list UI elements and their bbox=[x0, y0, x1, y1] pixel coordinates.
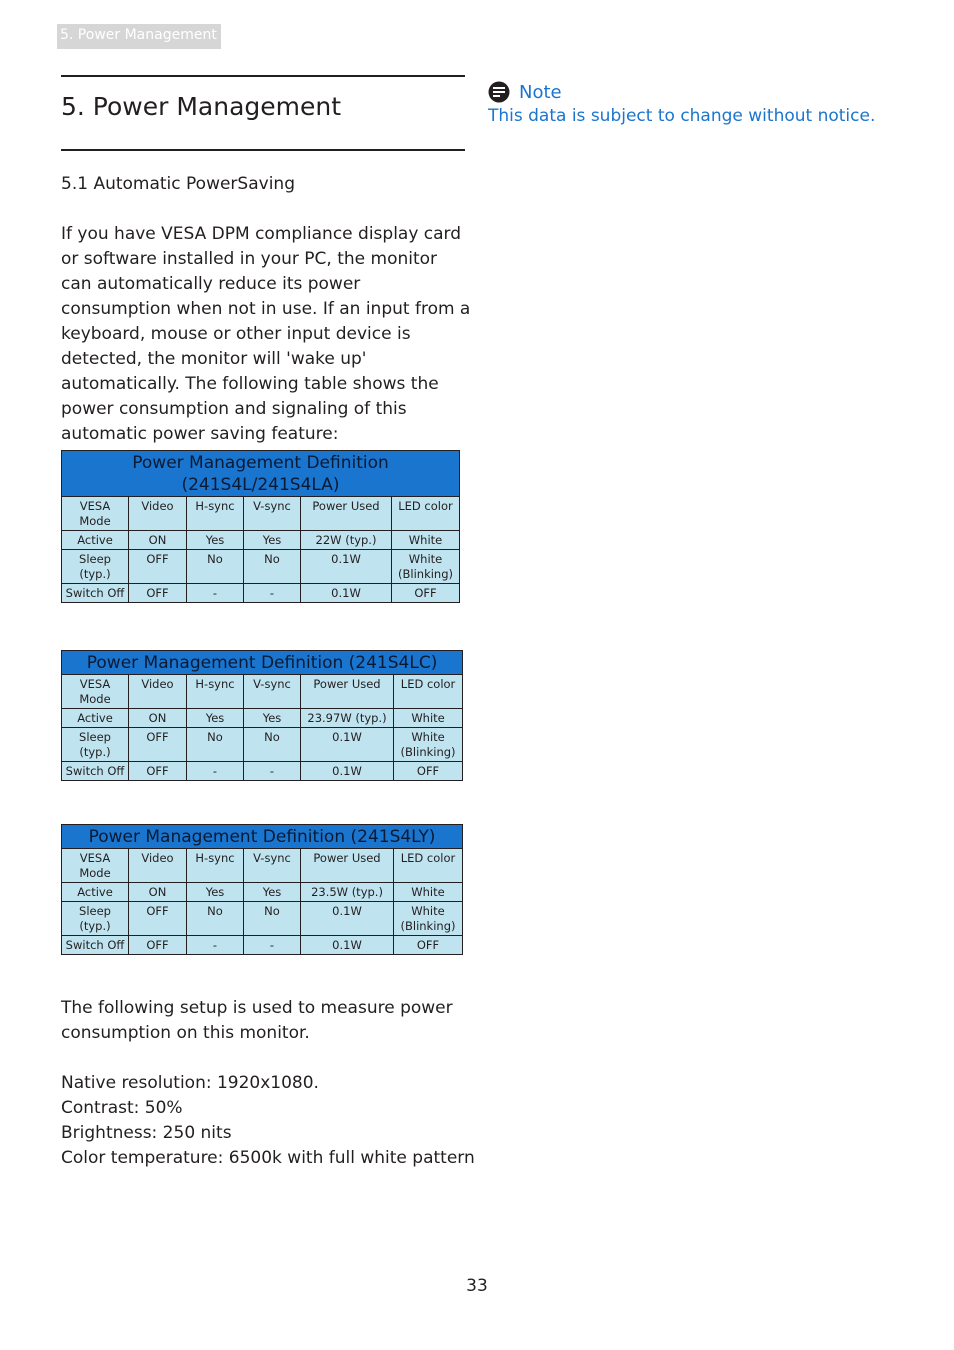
intro-paragraph: If you have VESA DPM compliance display card or software installed in your PC, the monitor can automatically reduce its power consumption when not in use. If an input from a keyboard, mouse or other input device is detected, the monitor will 'wake up' automatically. The following table shows the power consumption and signaling of this automatic power saving feature: bbox=[61, 224, 471, 444]
table-cell: 0.1W bbox=[301, 902, 394, 936]
power-table-241s4lc bbox=[61, 650, 463, 781]
spacer bbox=[61, 1046, 481, 1071]
table-cell: 22W (typ.) bbox=[301, 531, 392, 550]
note-icon bbox=[488, 81, 510, 103]
table-row bbox=[62, 936, 463, 955]
table-cell: Yes bbox=[244, 531, 301, 550]
table-cell: ON bbox=[129, 531, 187, 550]
table-cell: 23.97W (typ.) bbox=[301, 709, 394, 728]
measurement-setup bbox=[61, 996, 481, 1171]
table-cell: OFF bbox=[129, 550, 187, 584]
header-tab-label: 5. Power Management bbox=[57, 24, 221, 49]
table-cell: OFF bbox=[394, 762, 463, 781]
table-header-cell: VESA Mode bbox=[62, 675, 129, 709]
table-cell: 0.1W bbox=[301, 762, 394, 781]
table-row bbox=[62, 709, 463, 728]
table-row bbox=[62, 728, 463, 762]
table-cell: OFF bbox=[129, 902, 187, 936]
table-row bbox=[62, 902, 463, 936]
table-cell: No bbox=[244, 902, 301, 936]
table-cell: No bbox=[187, 902, 244, 936]
table-header-cell: Video bbox=[129, 675, 187, 709]
table-cell: White bbox=[392, 531, 460, 550]
table-header-cell: H-sync bbox=[187, 497, 244, 531]
table-header-row bbox=[62, 675, 463, 709]
table-header-row bbox=[62, 497, 460, 531]
table-title: Power Management Definition (241S4L/241S4LA) bbox=[62, 451, 460, 497]
setup-intro: The following setup is used to measure power consumption on this monitor. bbox=[61, 998, 453, 1043]
table-header-cell: LED color bbox=[392, 497, 460, 531]
table-title: Power Management Definition (241S4LY) bbox=[62, 825, 463, 849]
table-header-cell: V-sync bbox=[244, 675, 301, 709]
power-table-241s4ly bbox=[61, 824, 463, 955]
table-cell: Active bbox=[62, 883, 129, 902]
table-cell: Yes bbox=[244, 883, 301, 902]
table-cell: Switch Off bbox=[62, 762, 129, 781]
table-title: Power Management Definition (241S4LC) bbox=[62, 651, 463, 675]
table-header-cell: H-sync bbox=[187, 675, 244, 709]
section-title: 5.1 Automatic PowerSaving bbox=[61, 174, 295, 194]
table-cell: OFF bbox=[129, 584, 187, 603]
page-number: 33 bbox=[466, 1276, 488, 1296]
table-header-cell: H-sync bbox=[187, 849, 244, 883]
table-cell: - bbox=[244, 584, 301, 603]
table-row bbox=[62, 531, 460, 550]
table-cell: OFF bbox=[129, 762, 187, 781]
table-cell: White (Blinking) bbox=[394, 728, 463, 762]
table-cell: Sleep (typ.) bbox=[62, 728, 129, 762]
bottom-rule bbox=[61, 149, 465, 151]
table-cell: - bbox=[187, 584, 244, 603]
setup-item: Native resolution: 1920x1080. bbox=[61, 1073, 319, 1093]
table-cell: No bbox=[187, 728, 244, 762]
table-header-cell: Power Used bbox=[301, 849, 394, 883]
table-header-cell: Power Used bbox=[301, 497, 392, 531]
table-cell: Yes bbox=[187, 883, 244, 902]
setup-item: Contrast: 50% bbox=[61, 1098, 183, 1118]
table-cell: 0.1W bbox=[301, 936, 394, 955]
note-heading bbox=[488, 80, 918, 104]
table-cell: OFF bbox=[129, 728, 187, 762]
table-cell: Active bbox=[62, 709, 129, 728]
table-cell: OFF bbox=[394, 936, 463, 955]
table-cell: 0.1W bbox=[301, 550, 392, 584]
table-cell: OFF bbox=[129, 936, 187, 955]
table-header-cell: Power Used bbox=[301, 675, 394, 709]
table-cell: No bbox=[187, 550, 244, 584]
note-label: Note bbox=[519, 81, 562, 103]
table-cell: - bbox=[187, 762, 244, 781]
table-cell: ON bbox=[129, 709, 187, 728]
table-row bbox=[62, 550, 460, 584]
table-header-cell: Video bbox=[129, 497, 187, 531]
table-cell: Sleep (typ.) bbox=[62, 550, 129, 584]
top-rule bbox=[61, 75, 465, 77]
table-cell: Yes bbox=[187, 531, 244, 550]
table-cell: White bbox=[394, 883, 463, 902]
table-cell: Sleep (typ.) bbox=[62, 902, 129, 936]
table-header-cell: V-sync bbox=[244, 849, 301, 883]
table-header-cell: LED color bbox=[394, 675, 463, 709]
setup-item: Brightness: 250 nits bbox=[61, 1123, 232, 1143]
table-cell: Switch Off bbox=[62, 936, 129, 955]
note-block bbox=[488, 80, 918, 128]
table-cell: Active bbox=[62, 531, 129, 550]
chapter-title: 5. Power Management bbox=[61, 92, 342, 121]
setup-item: Color temperature: 6500k with full white pattern bbox=[61, 1148, 475, 1168]
table-cell: No bbox=[244, 728, 301, 762]
table-header-cell: V-sync bbox=[244, 497, 301, 531]
table-cell: 23.5W (typ.) bbox=[301, 883, 394, 902]
table-cell: Switch Off bbox=[62, 584, 129, 603]
table-cell: Yes bbox=[187, 709, 244, 728]
table-cell: White (Blinking) bbox=[394, 902, 463, 936]
table-header-cell: Video bbox=[129, 849, 187, 883]
table-cell: 0.1W bbox=[301, 584, 392, 603]
table-cell: White bbox=[394, 709, 463, 728]
power-table-241s4l bbox=[61, 450, 460, 603]
table-cell: - bbox=[244, 936, 301, 955]
table-cell: ON bbox=[129, 883, 187, 902]
note-text: This data is subject to change without notice. bbox=[488, 106, 876, 126]
table-cell: OFF bbox=[392, 584, 460, 603]
table-header-row bbox=[62, 849, 463, 883]
table-cell: Yes bbox=[244, 709, 301, 728]
table-cell: - bbox=[187, 936, 244, 955]
table-header-cell: VESA Mode bbox=[62, 849, 129, 883]
table-row bbox=[62, 883, 463, 902]
table-header-cell: VESA Mode bbox=[62, 497, 129, 531]
table-cell: - bbox=[244, 762, 301, 781]
table-cell: 0.1W bbox=[301, 728, 394, 762]
table-row bbox=[62, 584, 460, 603]
table-cell: White (Blinking) bbox=[392, 550, 460, 584]
table-cell: No bbox=[244, 550, 301, 584]
table-header-cell: LED color bbox=[394, 849, 463, 883]
table-row bbox=[62, 762, 463, 781]
